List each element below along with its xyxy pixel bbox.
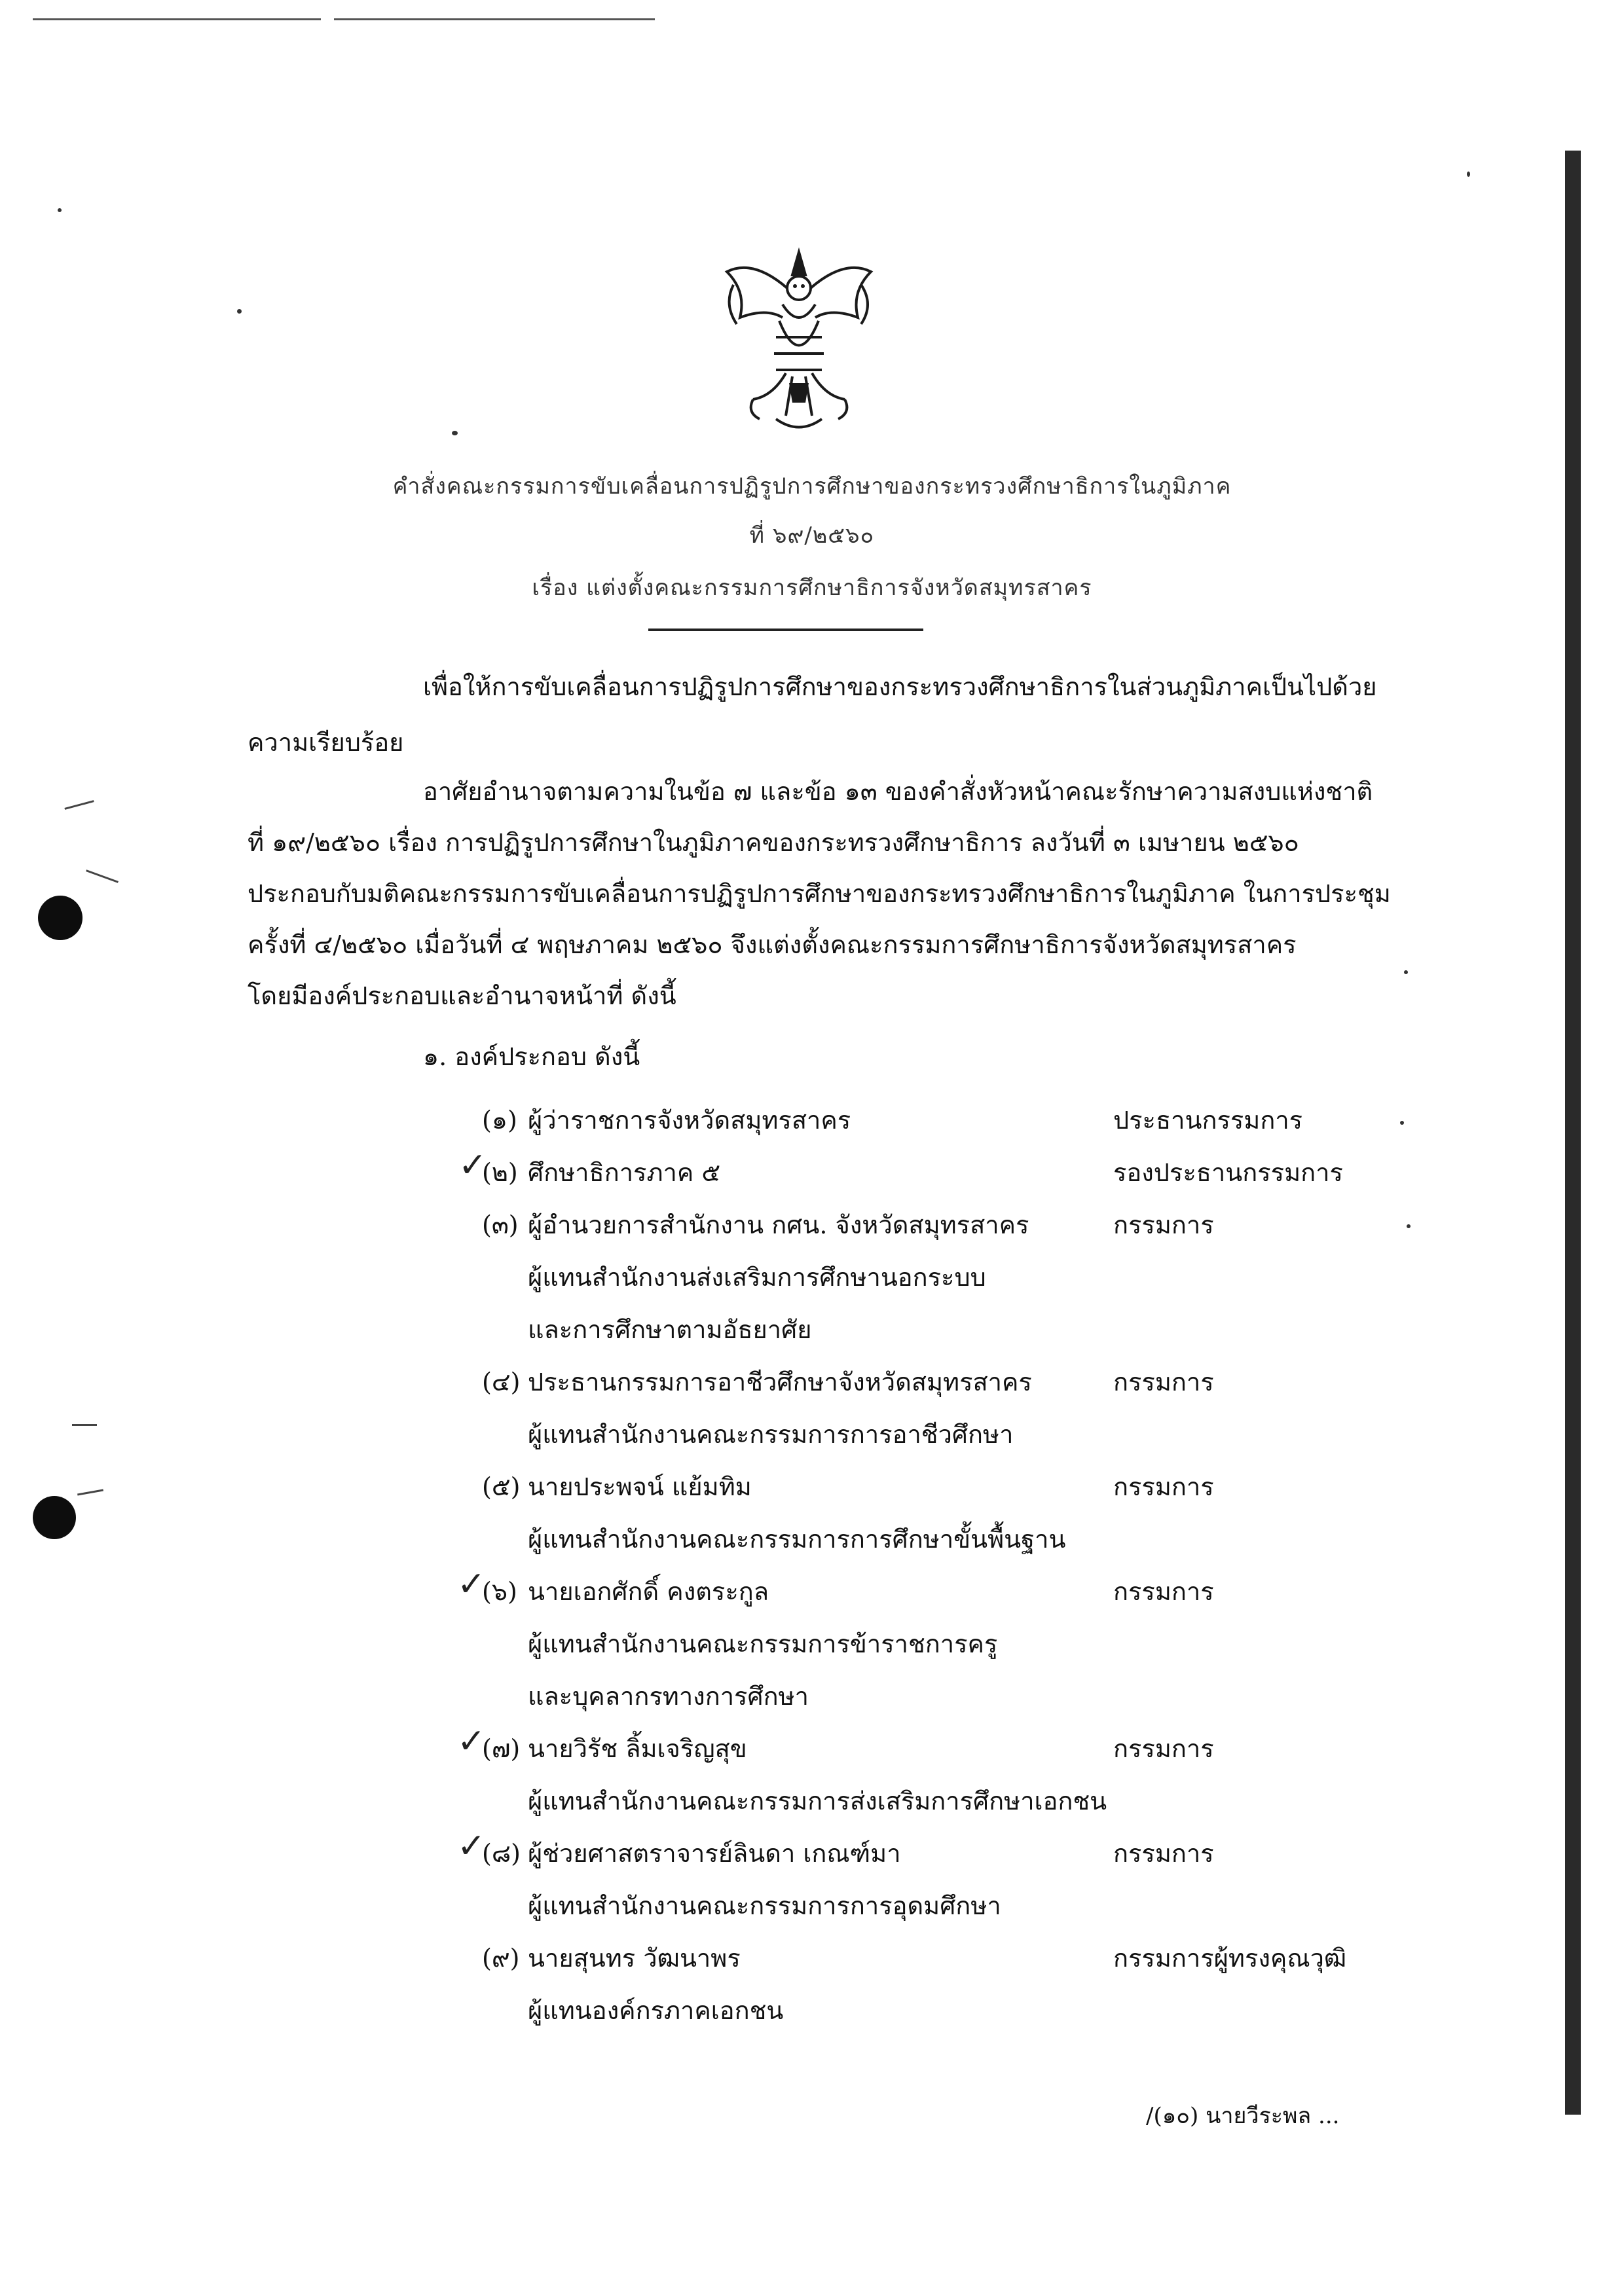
member-3-note-2: และการศึกษาตามอัธยาศัย: [528, 1315, 812, 1344]
member-3-number: (๓): [482, 1211, 519, 1239]
check-mark-icon: ✓: [457, 1565, 486, 1604]
member-7-number: (๗): [482, 1734, 521, 1763]
member-7-name: นายวิรัช ลิ้มเจริญสุข: [528, 1734, 747, 1763]
member-9-role: กรรมการผู้ทรงคุณวุฒิ: [1113, 1944, 1347, 1973]
scan-speck: [1400, 1121, 1404, 1125]
scan-speck: [1407, 1224, 1411, 1228]
order-heading: คำสั่งคณะกรรมการขับเคลื่อนการปฏิรูปการศึกษาของกระทรวงศึกษาธิการในภูมิภาค: [392, 473, 1232, 500]
scan-speck: [1467, 172, 1470, 177]
member-6-name: นายเอกศักดิ์ คงตระกูล: [528, 1577, 769, 1606]
member-1-name: ผู้ว่าราชการจังหวัดสมุทรสาคร: [528, 1106, 851, 1135]
member-8-number: (๘): [482, 1839, 521, 1868]
order-subject: เรื่อง แต่งตั้งคณะกรรมการศึกษาธิการจังหวัดสมุทรสาคร: [532, 575, 1092, 601]
member-4-role: กรรมการ: [1113, 1368, 1214, 1396]
section-1-title: ๑. องค์ประกอบ ดังนี้: [423, 1042, 640, 1071]
member-2-role: รองประธานกรรมการ: [1113, 1158, 1343, 1187]
member-8-role: กรรมการ: [1113, 1839, 1214, 1868]
top-rule-left: [33, 18, 321, 20]
member-3-name: ผู้อำนวยการสำนักงาน กศน. จังหวัดสมุทรสาคร: [528, 1211, 1029, 1239]
paragraph-2-line-2: ที่ ๑๙/๒๕๖๐ เรื่อง การปฏิรูปการศึกษาในภูมิภาคของกระทรวงศึกษาธิการ ลงวันที่ ๓ เมษายน ๒๕๖๐: [248, 828, 1299, 857]
top-rule-right: [334, 18, 655, 20]
check-mark-icon: ✓: [457, 1827, 486, 1866]
check-mark-icon: ✓: [457, 1722, 486, 1761]
order-number: ที่ ๖๙/๒๕๖๐: [749, 522, 875, 549]
scan-speck: [58, 208, 62, 212]
check-mark-icon: ✓: [458, 1146, 487, 1185]
punch-hole-bottom: [33, 1496, 76, 1539]
garuda-emblem: [714, 246, 884, 442]
paragraph-1-line-1: เพื่อให้การขับเคลื่อนการปฏิรูปการศึกษาของกระทรวงศึกษาธิการในส่วนภูมิภาคเป็นไปด้วย: [423, 672, 1377, 701]
paragraph-2-line-1: อาศัยอำนาจตามความในข้อ ๗ และข้อ ๑๓ ของคำสั่งหัวหน้าคณะรักษาความสงบแห่งชาติ: [423, 777, 1373, 806]
member-6-note-1: ผู้แทนสำนักงานคณะกรรมการข้าราชการครู: [528, 1630, 998, 1658]
scan-mark: [77, 1489, 103, 1496]
member-4-name: ประธานกรรมการอาชีวศึกษาจังหวัดสมุทรสาคร: [528, 1368, 1032, 1396]
member-2-number: (๒): [482, 1158, 518, 1187]
member-6-note-2: และบุคลากรทางการศึกษา: [528, 1682, 809, 1711]
scan-speck: [237, 309, 242, 314]
scan-speck: [1404, 970, 1408, 974]
scan-mark: [72, 1424, 97, 1426]
header-divider: [648, 629, 923, 631]
paragraph-2-line-4: ครั้งที่ ๔/๒๕๖๐ เมื่อวันที่ ๔ พฤษภาคม ๒๕๖๐ จึงแต่งตั้งคณะกรรมการศึกษาธิการจังหวัดสมุทรสาคร: [248, 930, 1297, 959]
member-5-number: (๕): [482, 1472, 521, 1501]
paragraph-2-line-5: โดยมีองค์ประกอบและอำนาจหน้าที่ ดังนี้: [248, 981, 676, 1010]
member-5-role: กรรมการ: [1113, 1472, 1214, 1501]
member-3-role: กรรมการ: [1113, 1211, 1214, 1239]
paragraph-2-line-3: ประกอบกับมติคณะกรรมการขับเคลื่อนการปฏิรูปการศึกษาของกระทรวงศึกษาธิการในภูมิภาค ในการประชุม: [248, 879, 1391, 908]
member-1-number: (๑): [482, 1106, 517, 1135]
member-8-note-1: ผู้แทนสำนักงานคณะกรรมการการอุดมศึกษา: [528, 1891, 1001, 1920]
member-8-name: ผู้ช่วยศาสตราจารย์ลินดา เกณฑ์มา: [528, 1839, 901, 1868]
paragraph-1-line-2: ความเรียบร้อย: [248, 728, 404, 757]
member-4-note-1: ผู้แทนสำนักงานคณะกรรมการการอาชีวศึกษา: [528, 1420, 1014, 1449]
member-9-name: นายสุนทร วัฒนาพร: [528, 1944, 741, 1973]
member-5-note-1: ผู้แทนสำนักงานคณะกรรมการการศึกษาขั้นพื้นฐาน: [528, 1525, 1066, 1554]
scan-edge-bar: [1565, 151, 1581, 2115]
member-4-number: (๔): [482, 1368, 521, 1396]
member-6-number: (๖): [482, 1577, 517, 1606]
member-1-role: ประธานกรรมการ: [1113, 1106, 1303, 1135]
member-5-name: นายประพจน์ แย้มทิม: [528, 1472, 752, 1501]
member-2-name: ศึกษาธิการภาค ๕: [528, 1158, 721, 1187]
member-7-note-1: ผู้แทนสำนักงานคณะกรรมการส่งเสริมการศึกษาเอกชน: [528, 1787, 1107, 1815]
member-7-role: กรรมการ: [1113, 1734, 1214, 1763]
scan-mark: [86, 869, 119, 883]
scan-speck: [452, 431, 458, 435]
continuation-note: /(๑๐) นายวีระพล ...: [1146, 2103, 1340, 2129]
member-6-role: กรรมการ: [1113, 1577, 1214, 1606]
punch-hole-top: [38, 896, 83, 940]
member-9-number: (๙): [482, 1944, 520, 1973]
scan-mark: [64, 800, 94, 810]
member-9-note-1: ผู้แทนองค์กรภาคเอกชน: [528, 1996, 784, 2025]
member-3-note-1: ผู้แทนสำนักงานส่งเสริมการศึกษานอกระบบ: [528, 1263, 986, 1292]
